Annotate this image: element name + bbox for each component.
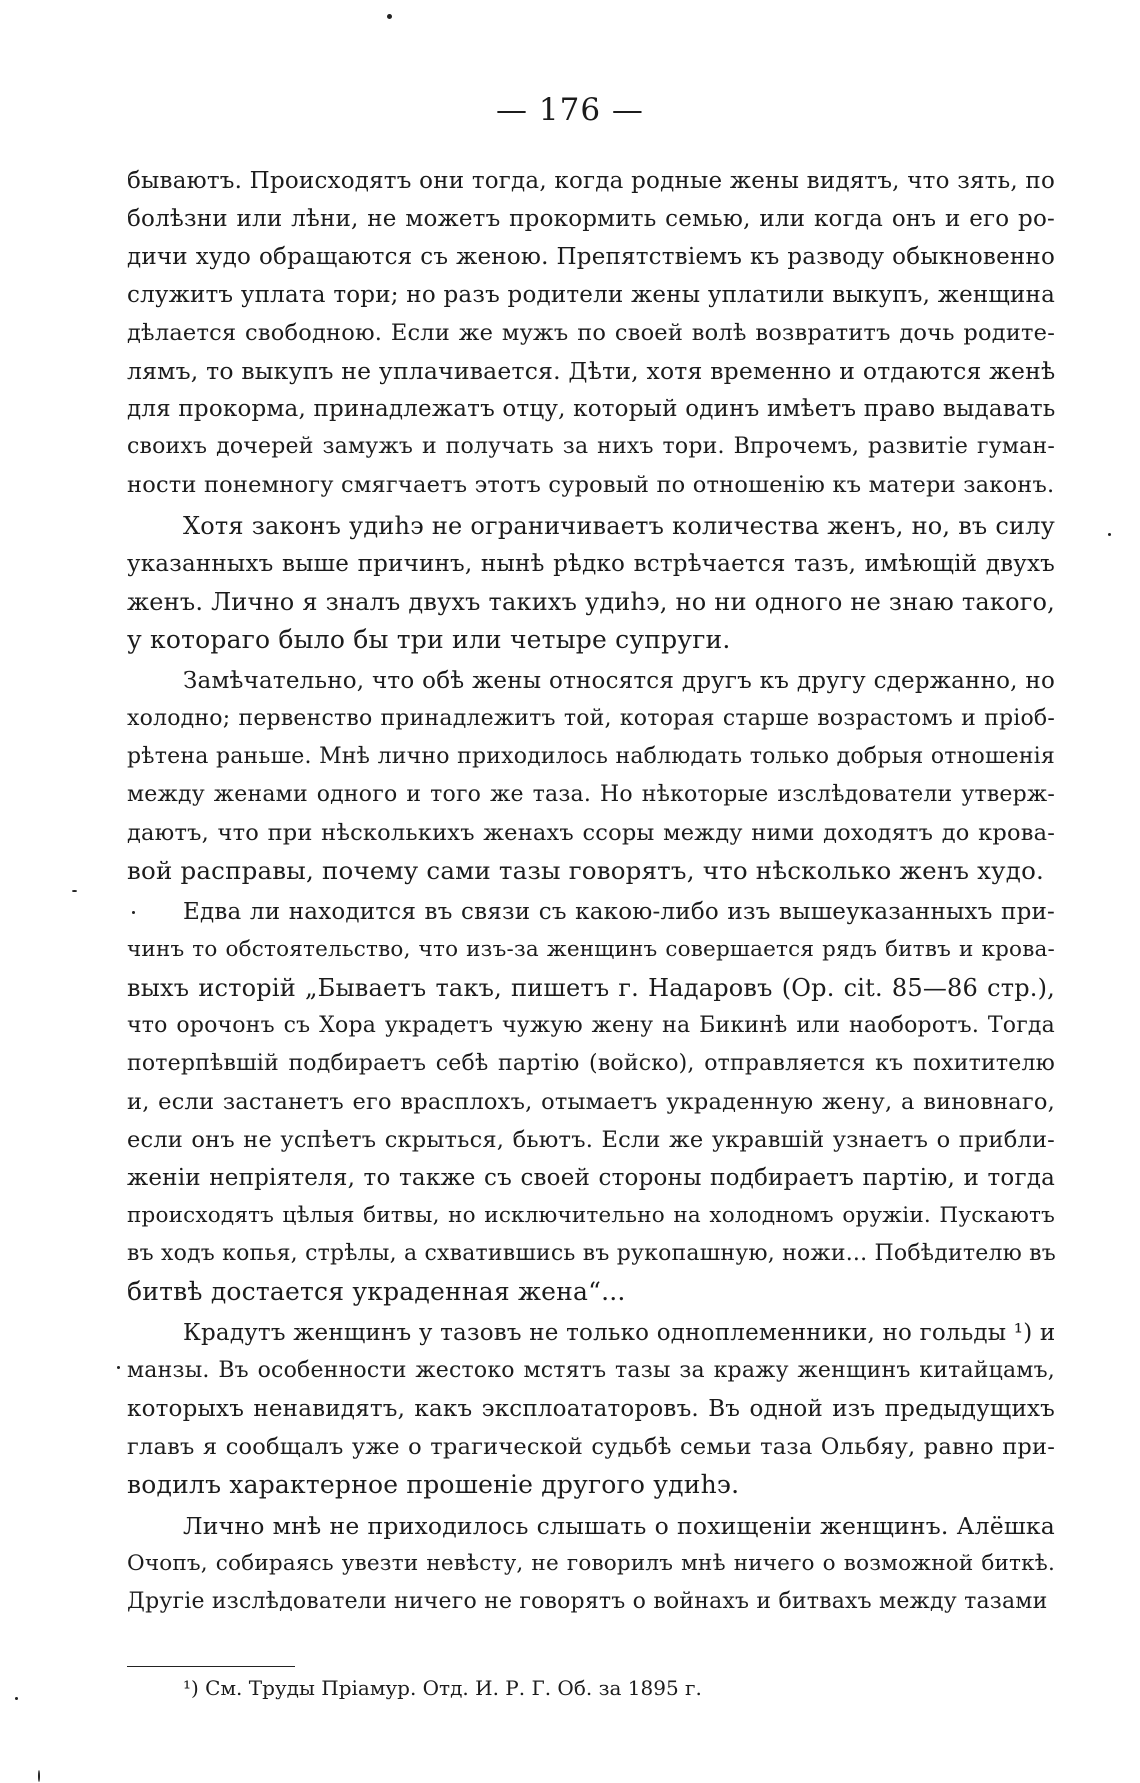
scan-speck <box>72 890 77 892</box>
text-line: происходятъ цѣлыя битвы, но исключительно на холодномъ оружіи. Пускаютъ <box>127 1203 1055 1228</box>
text-line: дичи худо обращаются съ женою. Препятствіемъ къ разводу обыкновенно <box>127 244 1055 270</box>
text-line: въ ходъ копья, стрѣлы, а схватившись въ рукопашную, ножи... Побѣдителю въ <box>127 1241 1056 1266</box>
scan-speck <box>1108 533 1111 536</box>
footnote-divider <box>127 1666 295 1667</box>
text-line: между женами одного и того же таза. Но нѣкоторые изслѣдователи утверж- <box>127 782 1055 807</box>
text-line: Хотя законъ удиһэ не ограничиваетъ количества женъ, но, въ силу <box>183 512 1055 540</box>
text-line: битвѣ достается украденная жена“... <box>127 1277 626 1306</box>
text-line: у котораго было бы три или четыре супруги. <box>127 625 731 654</box>
scan-speck <box>132 911 135 914</box>
text-line: болѣзни или лѣни, не можетъ прокормить семью, или когда онъ и его ро- <box>127 206 1055 232</box>
text-line: водилъ характерное прошеніе другого удиһэ. <box>127 1470 740 1499</box>
text-line: манзы. Въ особенности жестоко мстятъ тазы за кражу женщинъ китайцамъ, <box>127 1358 1055 1383</box>
text-line: своихъ дочерей замужъ и получать за нихъ тори. Впрочемъ, развитіе гуман- <box>127 434 1055 459</box>
scan-speck <box>117 1366 120 1369</box>
text-line: женъ. Лично я зналъ двухъ такихъ удиһэ, но ни одного не знаю такого, <box>127 588 1055 616</box>
text-line: если онъ не успѣетъ скрыться, бьютъ. Если же укравшій узнаетъ о прибли- <box>127 1127 1055 1153</box>
paragraph <box>127 507 1055 659</box>
text-line: Замѣчательно, что обѣ жены относятся другъ къ другу сдержанно, но <box>183 668 1055 694</box>
text-line: которыхъ ненавидятъ, какъ эксплоататоровъ. Въ одной изъ предыдущихъ <box>127 1396 1055 1422</box>
page-number: — 176 — <box>496 92 644 128</box>
text-line: Лично мнѣ не приходилось слышать о похищеніи женщинъ. Алёшка <box>183 1512 1055 1540</box>
text-line: ности понемногу смягчаетъ этотъ суровый по отношенію къ матери законъ. <box>127 472 1055 498</box>
text-line: рѣтена раньше. Мнѣ лично приходилось наблюдать только добрыя отношенія <box>127 744 1055 769</box>
text-line: указанныхъ выше причинъ, нынѣ рѣдко встрѣчается тазъ, имѣющій двухъ <box>127 551 1055 577</box>
text-line: для прокорма, принадлежатъ отцу, который одинъ имѣетъ право выдавать <box>127 396 1056 422</box>
paragraph <box>127 893 1055 1311</box>
paragraph <box>127 1507 1055 1621</box>
text-line: выхъ исторій „Бываетъ такъ, пишетъ г. Надаровъ (Op. cit. 85—86 стр.), <box>127 974 1055 1002</box>
text-line: лямъ, то выкупъ не уплачивается. Дѣти, хотя временно и отдаются женѣ <box>127 357 1056 385</box>
scan-speck <box>38 1770 40 1782</box>
text-line: холодно; первенство принадлежитъ той, которая старше возрастомъ и пріоб- <box>127 706 1055 731</box>
text-line: дѣлается свободною. Если же мужъ по своей волѣ возвратитъ дочь родите- <box>127 320 1055 346</box>
paragraph <box>127 162 1055 504</box>
body-text <box>127 162 1055 1621</box>
text-line: Крадутъ женщинъ у тазовъ не только одноплеменники, но гольды ¹) и <box>183 1320 1056 1346</box>
text-line: чинъ то обстоятельство, что изъ-за женщинъ совершается рядъ битвъ и крова- <box>127 937 1055 962</box>
scan-speck <box>15 1697 18 1700</box>
paragraph <box>127 1314 1055 1504</box>
text-line: и, если застанетъ его врасплохъ, отымаетъ украденную жену, а виновнаго, <box>127 1089 1055 1115</box>
text-line: что орочонъ съ Хора украдетъ чужую жену на Бикинѣ или наоборотъ. Тогда <box>127 1013 1055 1038</box>
text-line: Очопъ, собираясь увезти невѣсту, не говорилъ мнѣ ничего о возможной биткѣ. <box>127 1551 1055 1576</box>
text-line: даютъ, что при нѣсколькихъ женахъ ссоры между ними доходятъ до крова- <box>127 820 1055 846</box>
text-line: женіи непріятеля, то также съ своей стороны подбираетъ партію, и тогда <box>127 1165 1055 1191</box>
paragraph <box>127 662 1055 890</box>
scan-speck <box>387 14 392 19</box>
text-line: Другіе изслѣдователи ничего не говорятъ о войнахъ и битвахъ между тазами <box>127 1589 1048 1614</box>
text-line: бываютъ. Происходятъ они тогда, когда родные жены видятъ, что зять, по <box>127 168 1055 194</box>
text-line: служитъ уплата тори; но разъ родители жены уплатили выкупъ, женщина <box>127 282 1055 308</box>
footnote: ¹) См. Труды Пріамур. Отд. И. Р. Г. Об. за 1895 г. <box>183 1676 702 1700</box>
text-line: вой расправы, почему сами тазы говорятъ, что нѣсколько женъ худо. <box>127 856 1045 885</box>
text-line: главъ я сообщалъ уже о трагической судьбѣ семьи таза Ольбяу, равно при- <box>127 1434 1055 1460</box>
text-line: потерпѣвшій подбираетъ себѣ партію (войско), отправляется къ похитителю <box>127 1051 1055 1076</box>
text-line: Едва ли находится въ связи съ какою-либо изъ вышеуказанныхъ при- <box>183 899 1055 925</box>
